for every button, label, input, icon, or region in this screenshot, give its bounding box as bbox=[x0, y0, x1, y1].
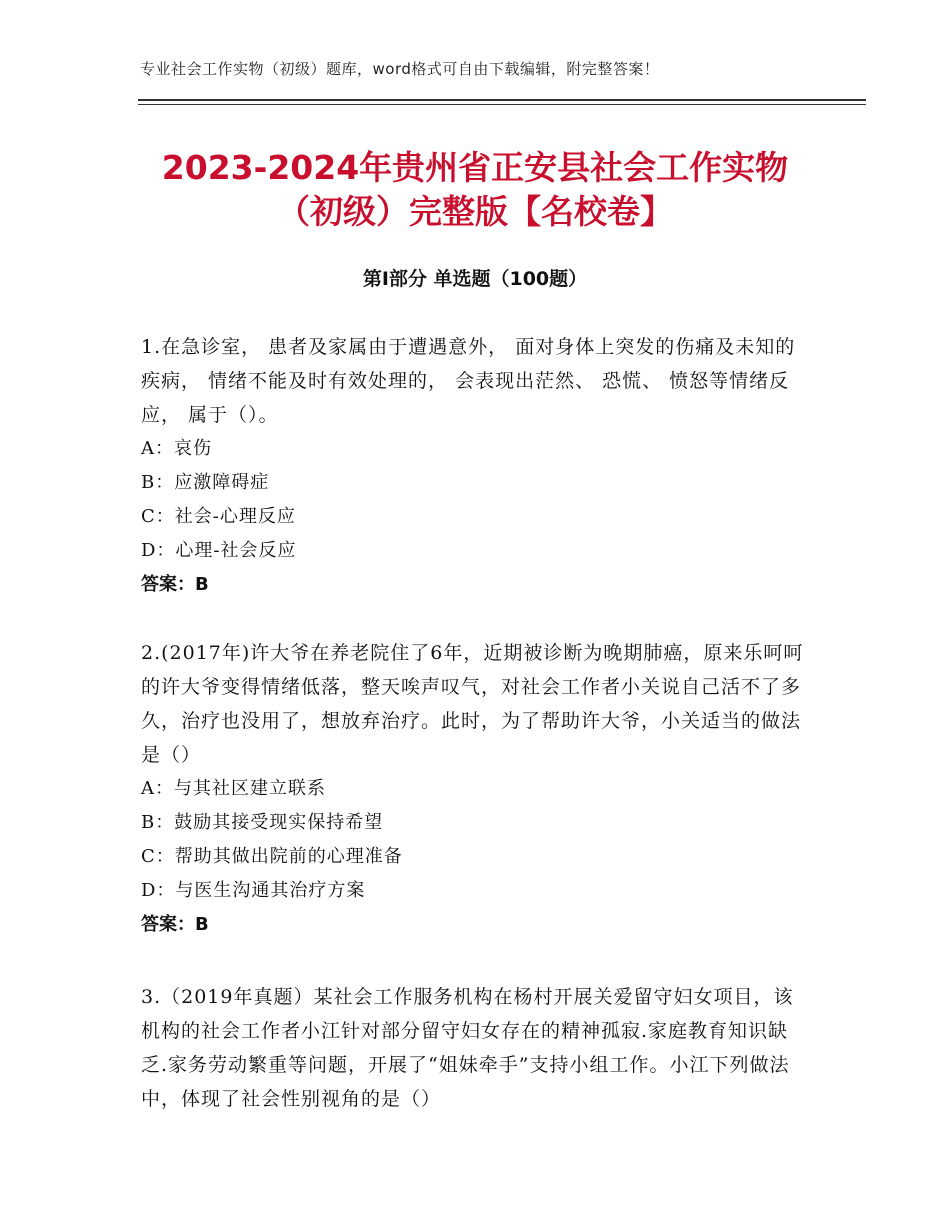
section-heading: 第Ⅰ部分 单选题（100题） bbox=[362, 268, 588, 290]
option-c: C：帮助其做出院前的心理准备 bbox=[141, 846, 403, 867]
option-a: A：与其社区建立联系 bbox=[141, 778, 326, 799]
option-c: C：社会-心理反应 bbox=[141, 506, 296, 527]
answer-label: 答案：B bbox=[141, 574, 209, 595]
option-b: B：鼓励其接受现实保持希望 bbox=[141, 812, 384, 833]
header-rule-thick bbox=[138, 99, 866, 101]
title-line-1: 2023-2024年贵州省正安县社会工作实物 bbox=[161, 148, 789, 187]
question-stem: 1.在急诊室， 患者及家属由于遭遇意外， 面对身体上突发的伤痛及未知的疾病， 情绪不能及时有效处理的， 会表现出茫然、 恐慌、 愤怒等情绪反应， 属于（）。 bbox=[141, 336, 796, 426]
option-b: B：应激障碍症 bbox=[141, 472, 270, 493]
question-3 bbox=[141, 980, 811, 1116]
option-d: D：与医生沟通其治疗方案 bbox=[141, 880, 366, 901]
option-d: D：心理-社会反应 bbox=[141, 540, 297, 561]
question-stem: 3.（2019年真题）某社会工作服务机构在杨村开展关爱留守妇女项目，该机构的社会工作者小江针对部分留守妇女存在的精神孤寂.家庭教育知识缺乏.家务劳动繁重等问题，开展了“姐妹牵手”支持小组工作。小江下列做法中，体现了社会性别视角的是（） bbox=[141, 986, 794, 1110]
answer-label: 答案：B bbox=[141, 914, 209, 935]
question-stem: 2.(2017年)许大爷在养老院住了6年，近期被诊断为晚期肺癌，原来乐呵呵的许大爷变得情绪低落，整天唉声叹气，对社会工作者小关说自己活不了多久，治疗也没用了，想放弃治疗。此时，为了帮助许大爷，小关适当的做法是（） bbox=[141, 642, 804, 766]
question-2 bbox=[141, 636, 811, 942]
title-line-2: （初级）完整版【名校卷】 bbox=[277, 192, 673, 231]
option-a: A：哀伤 bbox=[141, 438, 212, 459]
page-header-text: 专业社会工作实物（初级）题库，word格式可自由下载编辑，附完整答案！ bbox=[140, 60, 660, 78]
question-1 bbox=[141, 330, 811, 602]
document-title bbox=[60, 146, 890, 234]
header-rule-thin bbox=[138, 104, 866, 105]
